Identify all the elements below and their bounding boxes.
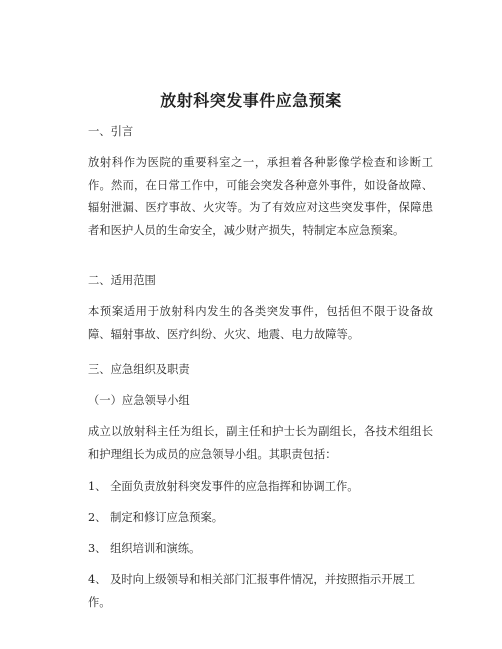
paragraph-scope: 本预案适用于放射科内发生的各类突发事件，包括但不限于设备故障、辐射事故、医疗纠纷、火灾、地震、电力故障等。 xyxy=(88,305,433,341)
list-item: 1、 全面负责放射科突发事件的应急指挥和协调工作。 xyxy=(88,480,359,493)
subsection-heading-leadership-group: （一）应急领导小组 xyxy=(88,394,190,407)
paragraph-introduction: 放射科作为医院的重要科室之一，承担着各种影像学检查和诊断工作。然而，在日常工作中，可能会突发各种意外事件，如设备故障、辐射泄漏、医疗事故、火灾等。为了有效应对这些突发事件，保障患者和医护人员的生命安全，减少财产损失，特制定本应急预案。 xyxy=(88,156,433,237)
paragraph-leadership-group: 成立以放射科主任为组长，副主任和护士长为副组长，各技术组组长和护理组长为成员的应急领导小组。其职责包括： xyxy=(88,425,433,461)
section-heading-organization: 三、应急组织及职责 xyxy=(88,363,190,376)
document-title: 放射科突发事件应急预案 xyxy=(160,91,342,110)
section-heading-scope: 二、适用范围 xyxy=(88,274,156,287)
section-heading-introduction: 一、引言 xyxy=(88,125,134,138)
list-item: 2、 制定和修订应急预案。 xyxy=(88,511,224,524)
list-item: 4、 及时向上级领导和相关部门汇报事件情况，并按照指示开展工作。 xyxy=(88,573,416,609)
list-item: 3、 组织培训和演练。 xyxy=(88,542,201,555)
